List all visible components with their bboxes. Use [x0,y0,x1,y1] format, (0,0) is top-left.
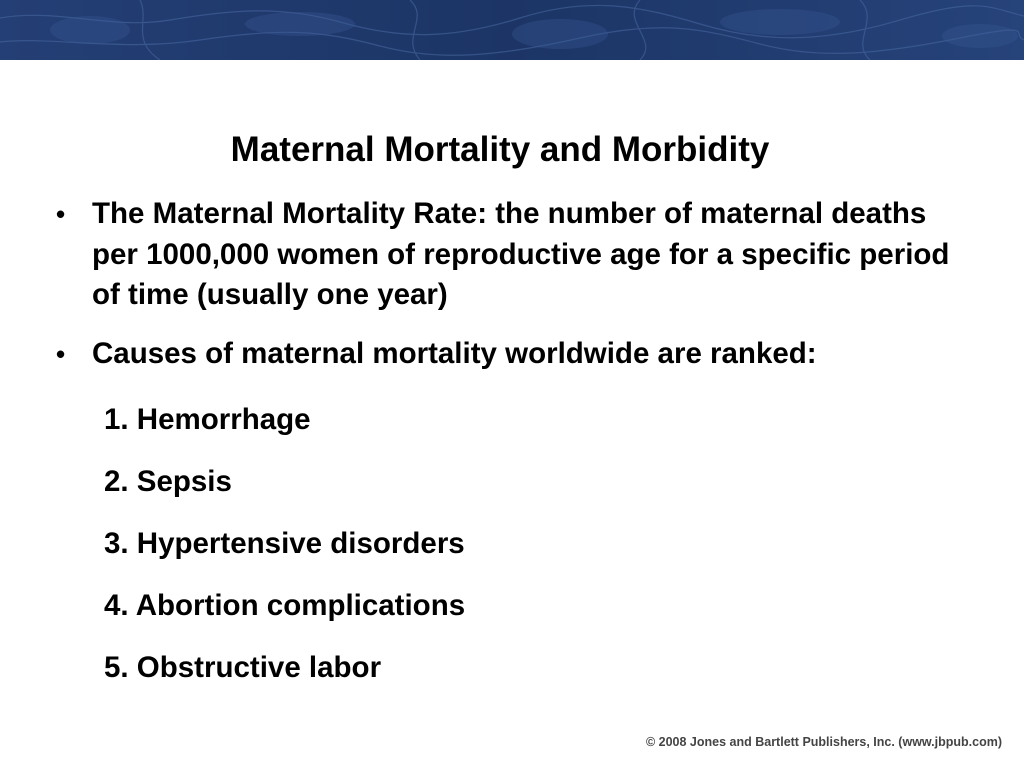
ranked-cause-item: 1. Hemorrhage [104,403,311,436]
ranked-cause-item: 4. Abortion complications [104,589,466,622]
copyright-footer: © 2008 Jones and Bartlett Publishers, Inc. (www.jbpub.com) [645,735,1002,749]
banner-map-texture [0,0,1024,60]
bullet-item [56,334,956,375]
ranked-causes-list [104,400,465,710]
bullet-list [56,194,956,374]
header-banner [0,0,1024,60]
bullet-item [56,194,956,316]
bullet-marker: • [56,338,66,369]
ranked-cause-item: 3. Hypertensive disorders [104,527,465,560]
ranked-cause-item: 2. Sepsis [104,465,232,498]
bullet-text-mortality-rate: The Maternal Mortality Rate: the number of maternal deaths per 1000,000 women of reproductive age for a specific period of time (usually one year) [92,197,950,311]
bullet-marker: • [56,199,66,229]
slide-title: Maternal Mortality and Morbidity [230,130,770,169]
ranked-cause-item: 5. Obstructive labor [104,651,382,684]
bullet-text-causes: Causes of maternal mortality worldwide are ranked: [92,336,817,370]
